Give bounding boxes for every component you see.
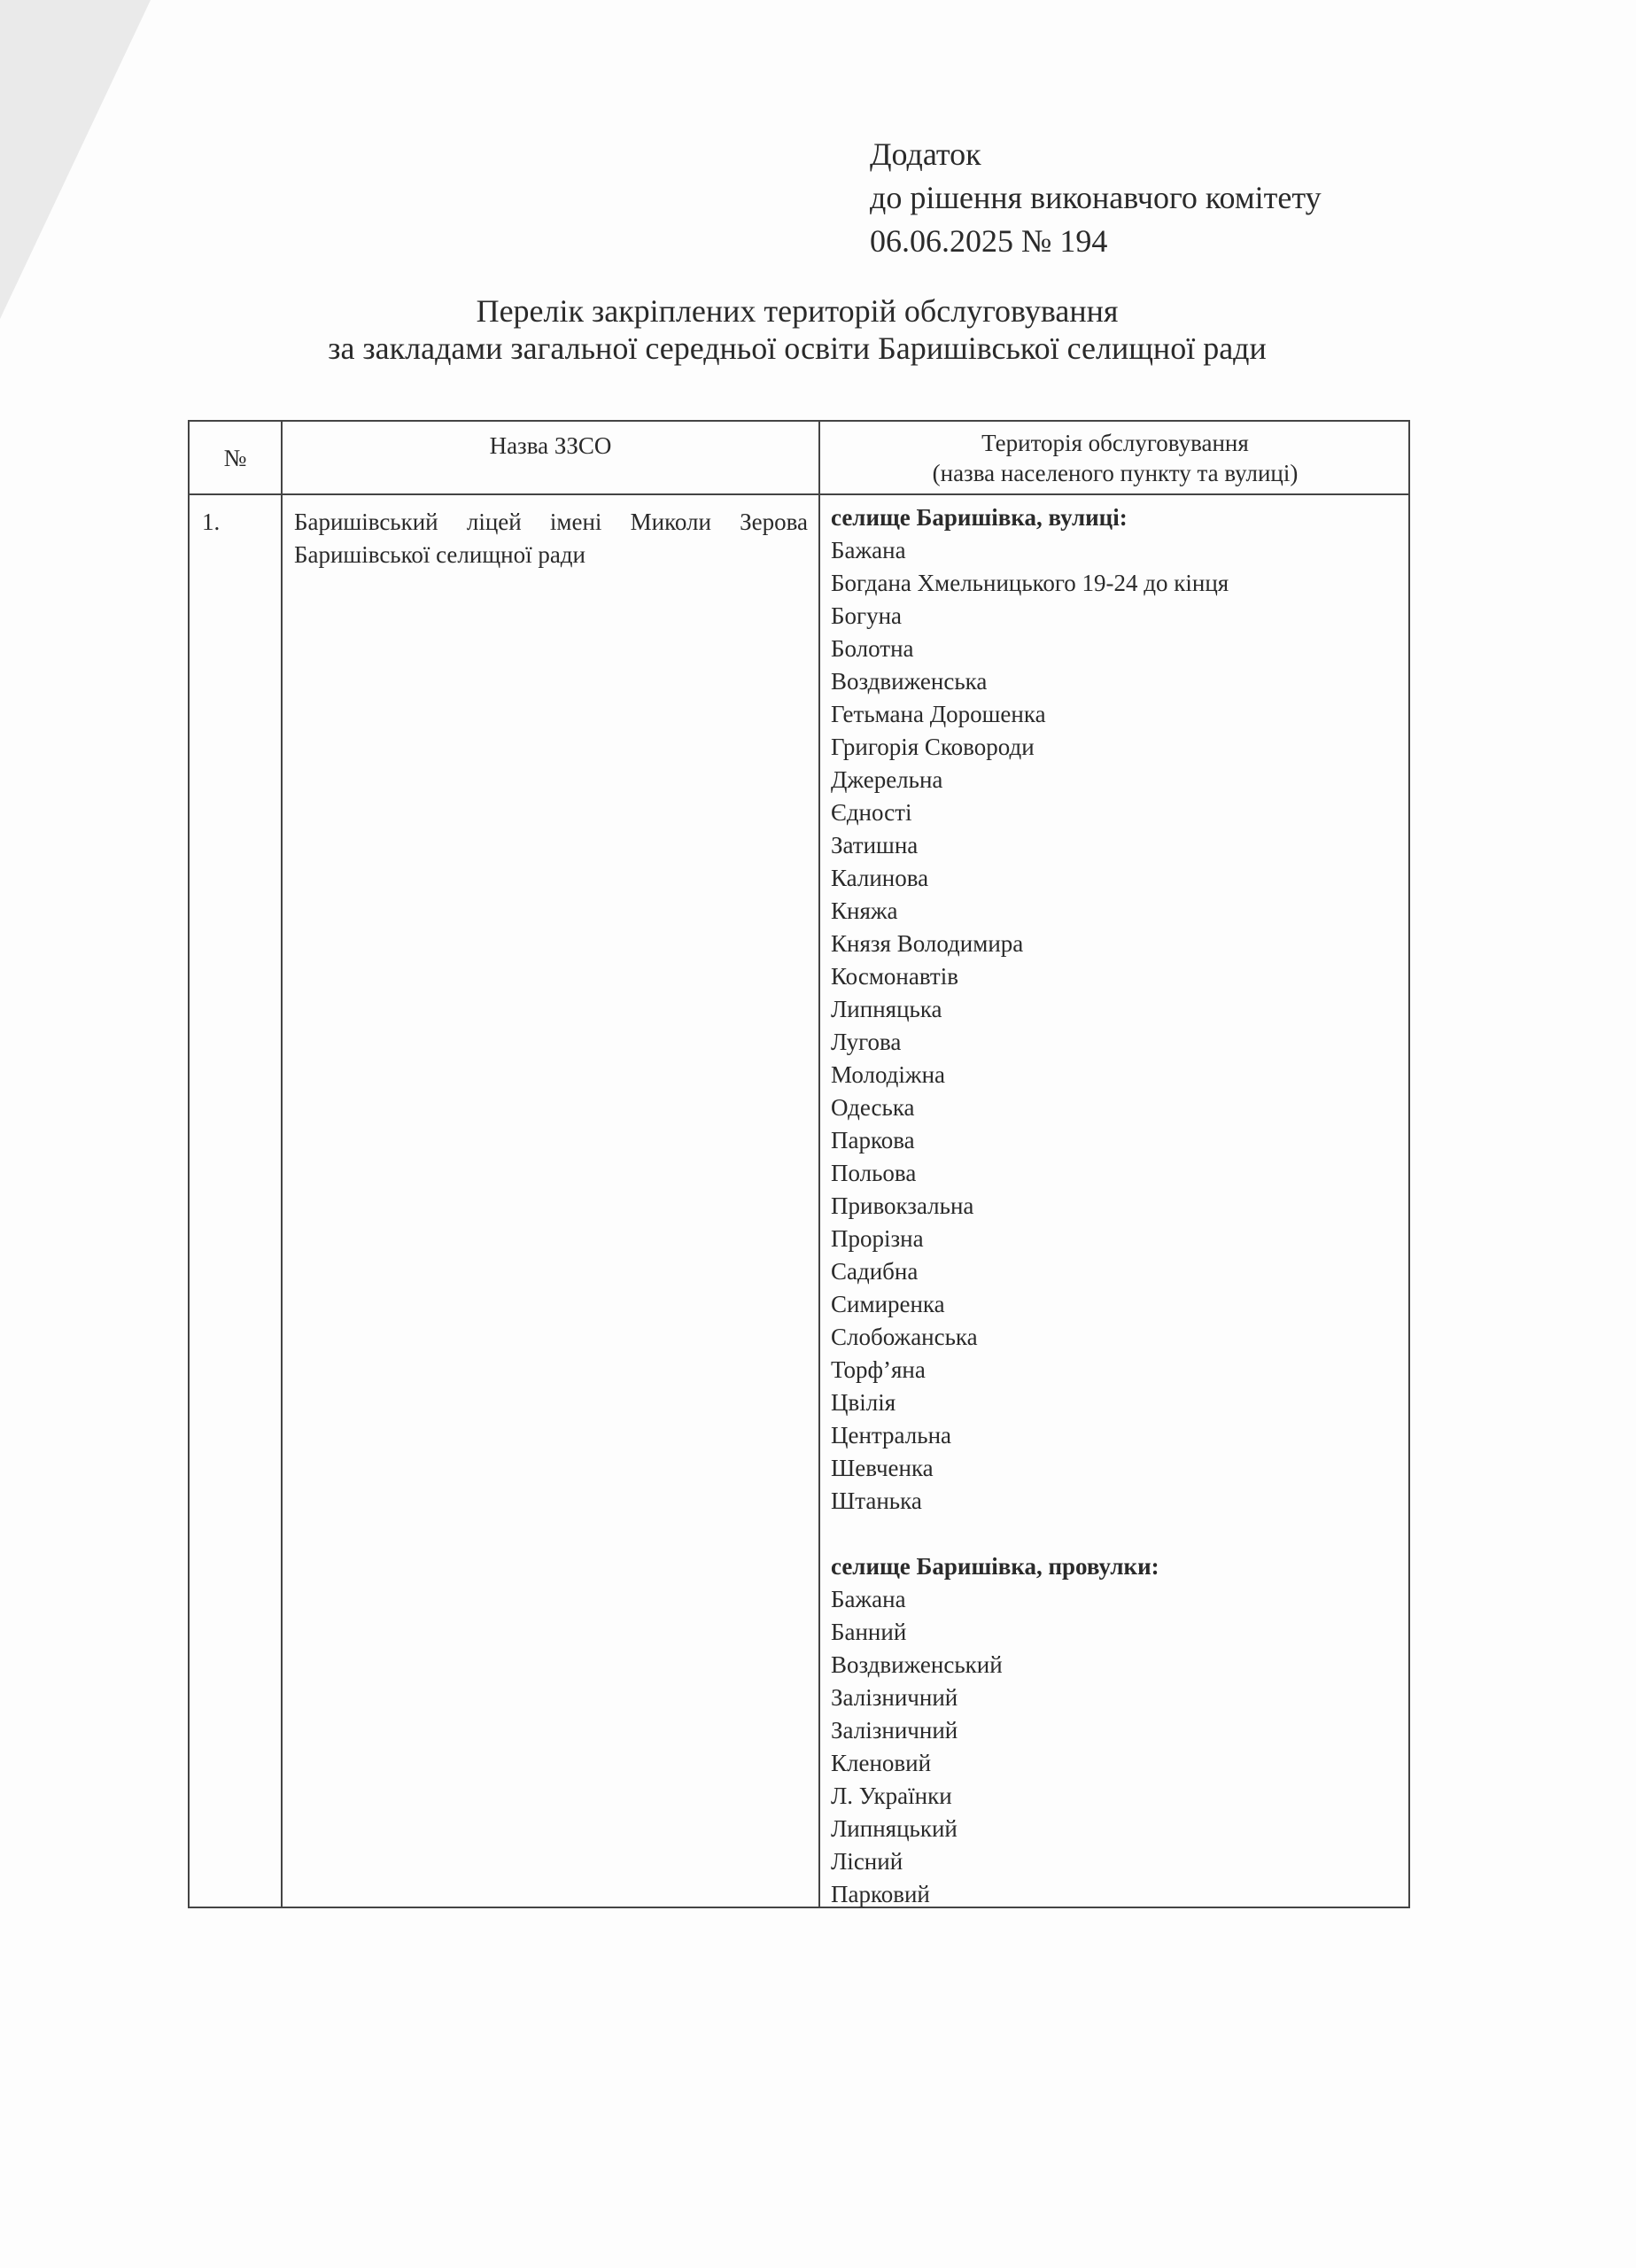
lane-item: Залізничний — [831, 1684, 958, 1711]
street-item: Молодіжна — [831, 1061, 946, 1088]
street-item: Бажана — [831, 537, 906, 563]
street-item: Гетьмана Дорошенка — [831, 701, 1046, 727]
header-territory-line-1: Територія обслуговування — [981, 429, 1249, 456]
street-item: Привокзальна — [831, 1192, 974, 1219]
street-item: Прорізна — [831, 1225, 924, 1252]
appendix-label: Додаток — [870, 136, 981, 172]
header-number: № — [223, 444, 247, 471]
street-item: Лугова — [831, 1029, 902, 1055]
header-territory-line-2: (назва населеного пункту та вулиці) — [932, 459, 1299, 486]
street-item: Липняцька — [831, 996, 942, 1022]
title-line-1: Перелік закріплених територій обслуговування — [476, 293, 1119, 329]
street-item: Торф’яна — [831, 1356, 926, 1383]
street-item: Симиренка — [831, 1291, 945, 1317]
street-item: Паркова — [831, 1127, 915, 1153]
street-item: Шевченка — [831, 1455, 934, 1481]
street-item: Богуна — [831, 602, 903, 629]
street-item: Одеська — [831, 1094, 915, 1121]
lane-item: Липняцький — [831, 1815, 958, 1842]
street-item: Калинова — [831, 865, 929, 891]
appendix-header — [870, 133, 1322, 263]
streets-list — [831, 534, 1398, 1518]
lanes-list — [831, 1583, 1398, 1911]
street-item: Польова — [831, 1160, 917, 1186]
column-divider — [281, 422, 283, 1907]
lanes-heading: селище Баришівка, провулки: — [831, 1553, 1159, 1580]
header-name: Назва ЗЗСО — [489, 432, 612, 459]
street-item: Воздвиженська — [831, 668, 988, 695]
street-item: Затишна — [831, 832, 919, 858]
streets-heading: селище Баришівка, вулиці: — [831, 504, 1128, 531]
appendix-date-number: 06.06.2025 № 194 — [870, 223, 1108, 259]
header-territory — [820, 422, 1410, 493]
lane-item: Банний — [831, 1619, 907, 1645]
street-item: Княжа — [831, 897, 898, 924]
street-item: Цвілія — [831, 1389, 896, 1416]
street-item: Єдності — [831, 799, 912, 826]
territory-cell — [831, 501, 1398, 1911]
street-item: Богдана Хмельницького 19-24 до кінця — [831, 570, 1229, 596]
street-item: Григорія Сковороди — [831, 734, 1035, 760]
street-item: Штанька — [831, 1487, 922, 1514]
header-divider — [190, 493, 1408, 495]
row-number: 1. — [202, 509, 221, 535]
lane-item: Бажана — [831, 1586, 906, 1612]
document-title — [221, 292, 1373, 367]
lane-item: Л. Українки — [831, 1783, 952, 1809]
lane-item: Кленовий — [831, 1750, 932, 1776]
street-item: Центральна — [831, 1422, 952, 1449]
street-item: Космонавтів — [831, 963, 958, 990]
territory-table — [188, 420, 1410, 1908]
title-line-2: за закладами загальної середньої освіти Баришівської селищної ради — [328, 330, 1267, 366]
school-name: Баришівський ліцей імені Миколи Зерова Баришівської селищної ради — [294, 509, 808, 568]
lane-item: Воздвиженський — [831, 1651, 1003, 1678]
street-item: Джерельна — [831, 766, 943, 793]
lane-item: Парковий — [831, 1881, 930, 1907]
street-item: Болотна — [831, 635, 914, 662]
appendix-decision: до рішення виконавчого комітету — [870, 180, 1322, 215]
street-item: Садибна — [831, 1258, 919, 1285]
scan-fold-shadow — [0, 0, 151, 319]
lane-item: Залізничний — [831, 1717, 958, 1744]
lane-item: Лісний — [831, 1848, 903, 1875]
street-item: Слобожанська — [831, 1324, 978, 1350]
column-divider — [818, 422, 820, 1907]
street-item: Князя Володимира — [831, 930, 1024, 957]
